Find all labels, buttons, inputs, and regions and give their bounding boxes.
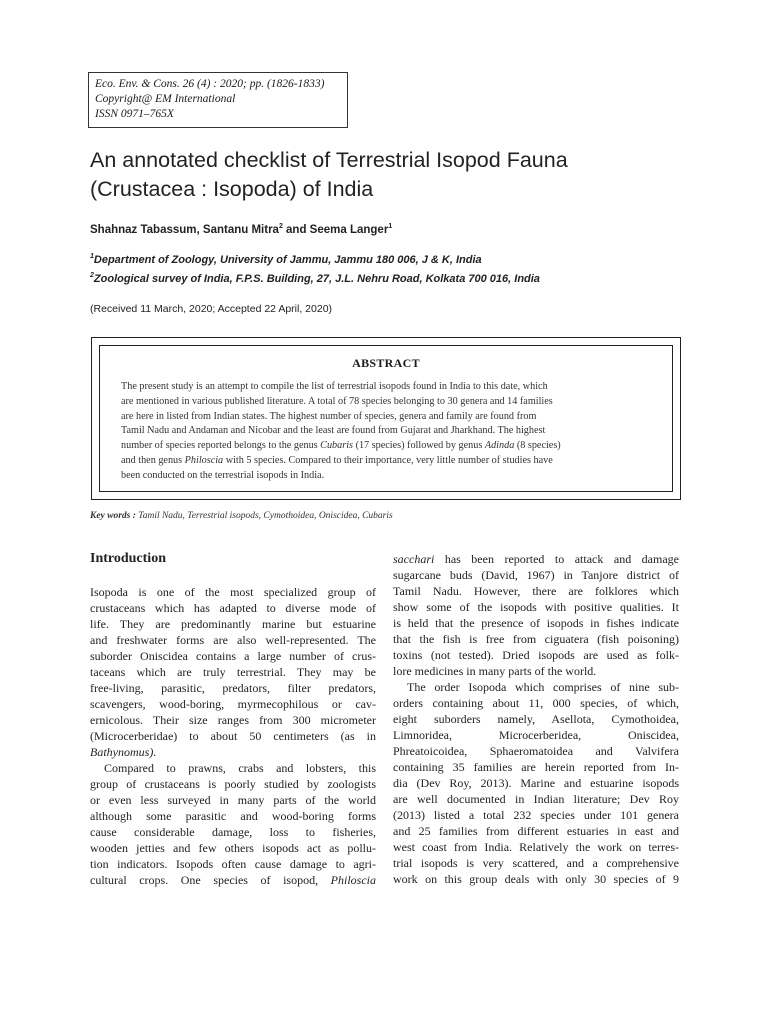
affiliation-2-mark: 2 — [90, 272, 94, 279]
abstract-box — [91, 337, 681, 500]
abstract-inner-border — [99, 345, 673, 492]
affiliation-1-text: Department of Zoology, University of Jammu, Jammu 180 006, J & K, India — [93, 254, 482, 266]
abstract-line — [121, 439, 661, 454]
publication-info-box — [88, 72, 348, 128]
text-line: that the fish is free from ciguatera (fish poisoning) — [393, 632, 679, 646]
abstract-fragment: with 5 species. Compared to their importance, very little number of studies have — [223, 454, 553, 466]
author-affil-mark-1: 1 — [388, 223, 393, 230]
body-column-right — [393, 551, 679, 887]
text-line: sacchari has been reported to attack and damage — [393, 552, 679, 566]
abstract-line: Tamil Nadu and Andaman and Nicobar and the least are found from Gujarat and Jharkhand. The highest — [121, 425, 546, 437]
body-column-left — [90, 584, 376, 888]
copyright-line: Copyright@ EM International — [95, 93, 236, 105]
paper-title — [90, 146, 690, 204]
text-line: tion indicators. Isopods often cause damage to agri- — [90, 857, 376, 871]
text-line: containing 35 families are herein reported from In- — [393, 760, 679, 774]
author-affil-mark-2: 2 — [278, 223, 283, 230]
affiliations — [90, 251, 540, 289]
affiliation-2 — [90, 270, 540, 289]
text-line: cultural crops. One species of isopod, Philoscia — [90, 873, 376, 887]
keywords — [90, 511, 393, 521]
text-line: trial isopods is very scattered, and a comprehensive — [393, 856, 679, 870]
keywords-text: Tamil Nadu, Terrestrial isopods, Cymothoidea, Oniscidea, Cubaris — [135, 511, 393, 521]
genus-name: Philoscia — [330, 873, 376, 887]
author-names-1: Shahnaz Tabassum, Santanu Mitra — [90, 224, 279, 236]
text-line: Limnoridea, Microcerberidea, Oniscidea, — [393, 728, 679, 742]
author-names-2: and Seema Langer — [282, 224, 389, 236]
text-line: are well documented in Indian literature; Dev Roy — [393, 792, 679, 806]
text-line: lore medicines in many parts of the world. — [393, 664, 597, 678]
abstract-fragment: (8 species) — [514, 440, 561, 452]
received-accepted-dates: (Received 11 March, 2020; Accepted 22 April, 2020) — [90, 303, 333, 315]
abstract-fragment: number of species reported belongs to the genus — [121, 440, 321, 452]
text-line: Bathynomus). — [90, 745, 157, 759]
text-line: taceans which are truly terrestrial. They may be — [90, 665, 376, 679]
abstract-line: been conducted on the terrestrial isopods in India. — [121, 469, 325, 481]
affiliation-1-mark: 1 — [90, 253, 94, 260]
text-line: although some parasitic and wood-boring forms — [90, 809, 376, 823]
text-line: show some of the isopods with positive qualities. It — [393, 600, 679, 614]
text-line: Phreatoicoidea, Sphaeromatoidea and Valvifera — [393, 744, 679, 758]
text-line: crustaceans which has adapted to diverse mode of — [90, 601, 376, 615]
text-line: toxins (not tested). Dried isopods are used as folk- — [393, 648, 679, 662]
abstract-text — [121, 380, 661, 484]
text-line: wooden jetties and few others isopods act as pollu- — [90, 841, 376, 855]
text-line: life. They are predominantly marine but estuarine — [90, 617, 376, 631]
text-line: ernicolous. Their size ranges from 300 micrometer — [90, 713, 376, 727]
text-line: Compared to prawns, crabs and lobsters, this — [104, 761, 376, 775]
text-line: The order Isopoda which comprises of nine sub- — [407, 680, 679, 694]
text-line: cause considerable damage, loss to fisheries, — [90, 825, 376, 839]
text-line: work on this group deals with only 30 species of 9 — [393, 872, 679, 886]
text-line: Tamil Nadu. However, there are folklores which — [393, 584, 679, 598]
abstract-line: The present study is an attempt to compile the list of terrestrial isopods found in India to this date, which — [121, 381, 548, 392]
section-heading-introduction: Introduction — [90, 551, 166, 566]
text-line: Isopoda is one of the most specialized group of — [90, 585, 376, 599]
text-line: orders containing about 11, 000 species, of which, — [393, 696, 679, 710]
abstract-fragment: and then genus — [121, 454, 185, 466]
text-line: and 25 families from different estuaries in east and — [393, 824, 679, 838]
journal-citation: Eco. Env. & Cons. 26 (4) : 2020; pp. (1826-1833) — [95, 78, 325, 90]
abstract-line: are mentioned in various published literature. A total of 78 species belonging to 30 genera and 14 families — [121, 395, 553, 407]
genus-name: Cubaris — [320, 440, 354, 452]
abstract-heading: ABSTRACT — [352, 356, 420, 370]
text-line: (2013) listed a total 232 species under 101 genera — [393, 808, 679, 822]
text-line: (Microcerberidae) to about 50 centimeters (as in — [90, 729, 376, 743]
text-line: dia (Dev Roy, 2013). Marine and estuarine isopods — [393, 776, 679, 790]
species-name: sacchari — [393, 552, 435, 566]
affiliation-1 — [90, 251, 540, 270]
abstract-line — [121, 454, 661, 469]
text-line: and freshwater forms are also well-represented. The — [90, 633, 376, 647]
keywords-label: Key words : — [90, 511, 136, 521]
abstract-line: are here in listed from Indian states. The highest number of species, genera and family are found from — [121, 410, 537, 422]
text-line: suborder Oniscidea contains a large number of crus- — [90, 649, 376, 663]
text-line: eight suborders namely, Asellota, Cymothoidea, — [393, 712, 679, 726]
title-line-1: An annotated checklist of Terrestrial Isopod Fauna — [90, 148, 568, 172]
genus-name: Philoscia — [184, 454, 224, 466]
genus-name: Adinda — [484, 440, 515, 452]
text-line: is held that the presence of isopods in fishes indicate — [393, 616, 679, 630]
abstract-fragment: (17 species) followed by genus — [353, 440, 485, 452]
issn-line: ISSN 0971–765X — [95, 108, 174, 120]
affiliation-2-text: Zoological survey of India, F.P.S. Building, 27, J.L. Nehru Road, Kolkata 700 016, India — [93, 273, 540, 285]
title-line-2: (Crustacea : Isopoda) of India — [90, 177, 374, 201]
text-line: free-living, parasitic, predators, filter predators, — [90, 681, 376, 695]
text-line: west coast from India. Relatively the work on terres- — [393, 840, 679, 854]
text-line: group of crustaceans is poorly studied by zoologists — [90, 777, 376, 791]
author-list — [90, 224, 392, 236]
text-line: sugarcane buds (David, 1967) in Tanjore district of — [393, 568, 679, 582]
text-line: or even less surveyed in many parts of the world — [90, 793, 376, 807]
text-line: scavengers, wood-boring, myrmecophilous or cav- — [90, 697, 376, 711]
